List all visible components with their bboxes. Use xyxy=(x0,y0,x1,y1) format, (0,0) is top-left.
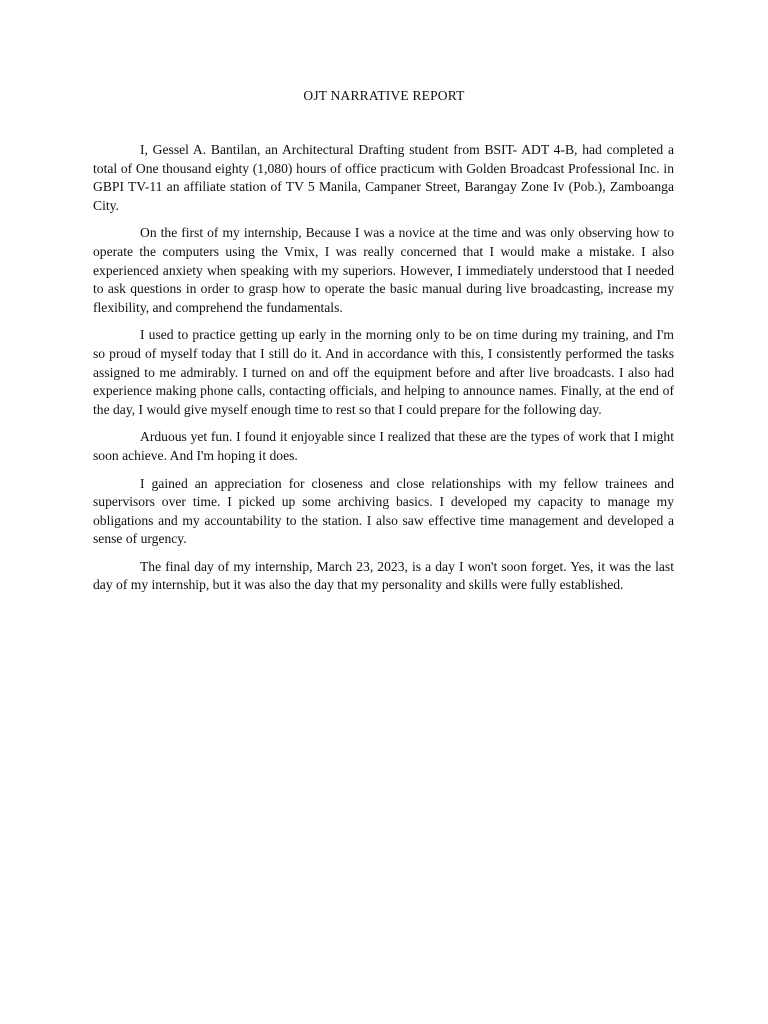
paragraph-final-day: The final day of my internship, March 23, 2023, is a day I won't soon forget. Yes, it was the last day of my internship, but it was also the day that my personality and skills were fully established. xyxy=(93,558,674,593)
paragraph-first-day: On the first of my internship, Because I was a novice at the time and was only observing how to operate the computers using the Vmix, I was really concerned that I would make a mistake. I also experienced anxiety when speaking with my superiors. However, I immediately understood that I needed to ask questions in order to grasp how to operate the basic manual during live broadcasting, increase my flexibility, and comprehend the fundamentals. xyxy=(93,225,674,315)
paragraph-arduous: Arduous yet fun. I found it enjoyable since I realized that these are the types of work that I might soon achieve. And I'm hoping it does. xyxy=(93,429,674,463)
paragraph-relationships: I gained an appreciation for closeness and close relationships with my fellow trainees and supervisors over time. I picked up some archiving basics. I developed my capacity to manage my obligations and my accountability to the station. I also saw effective time management and developed a sense of urgency. xyxy=(93,475,674,547)
paragraph-training: I used to practice getting up early in the morning only to be on time during my training, and I'm so proud of myself today that I still do it. And in accordance with this, I consistently performed the tasks assigned to me admirably. I turned on and off the equipment before and after live broadcasts. I also had experience making phone calls, contacting officials, and helping to announce names. Finally, at the end of the day, I would give myself enough time to rest so that I could prepare for the following day. xyxy=(93,327,674,417)
paragraph-introduction: I, Gessel A. Bantilan, an Architectural Drafting student from BSIT- ADT 4-B, had completed a total of One thousand eighty (1,080) hours of office practicum with Golden Broadcast Professional Inc. in GBPI TV-11 an affiliate station of TV 5 Manila, Campaner Street, Barangay Zone Iv (Pob.), Zamboanga City. xyxy=(93,142,674,213)
report-body xyxy=(93,141,674,604)
page-title: OJT NARRATIVE REPORT xyxy=(303,88,465,103)
